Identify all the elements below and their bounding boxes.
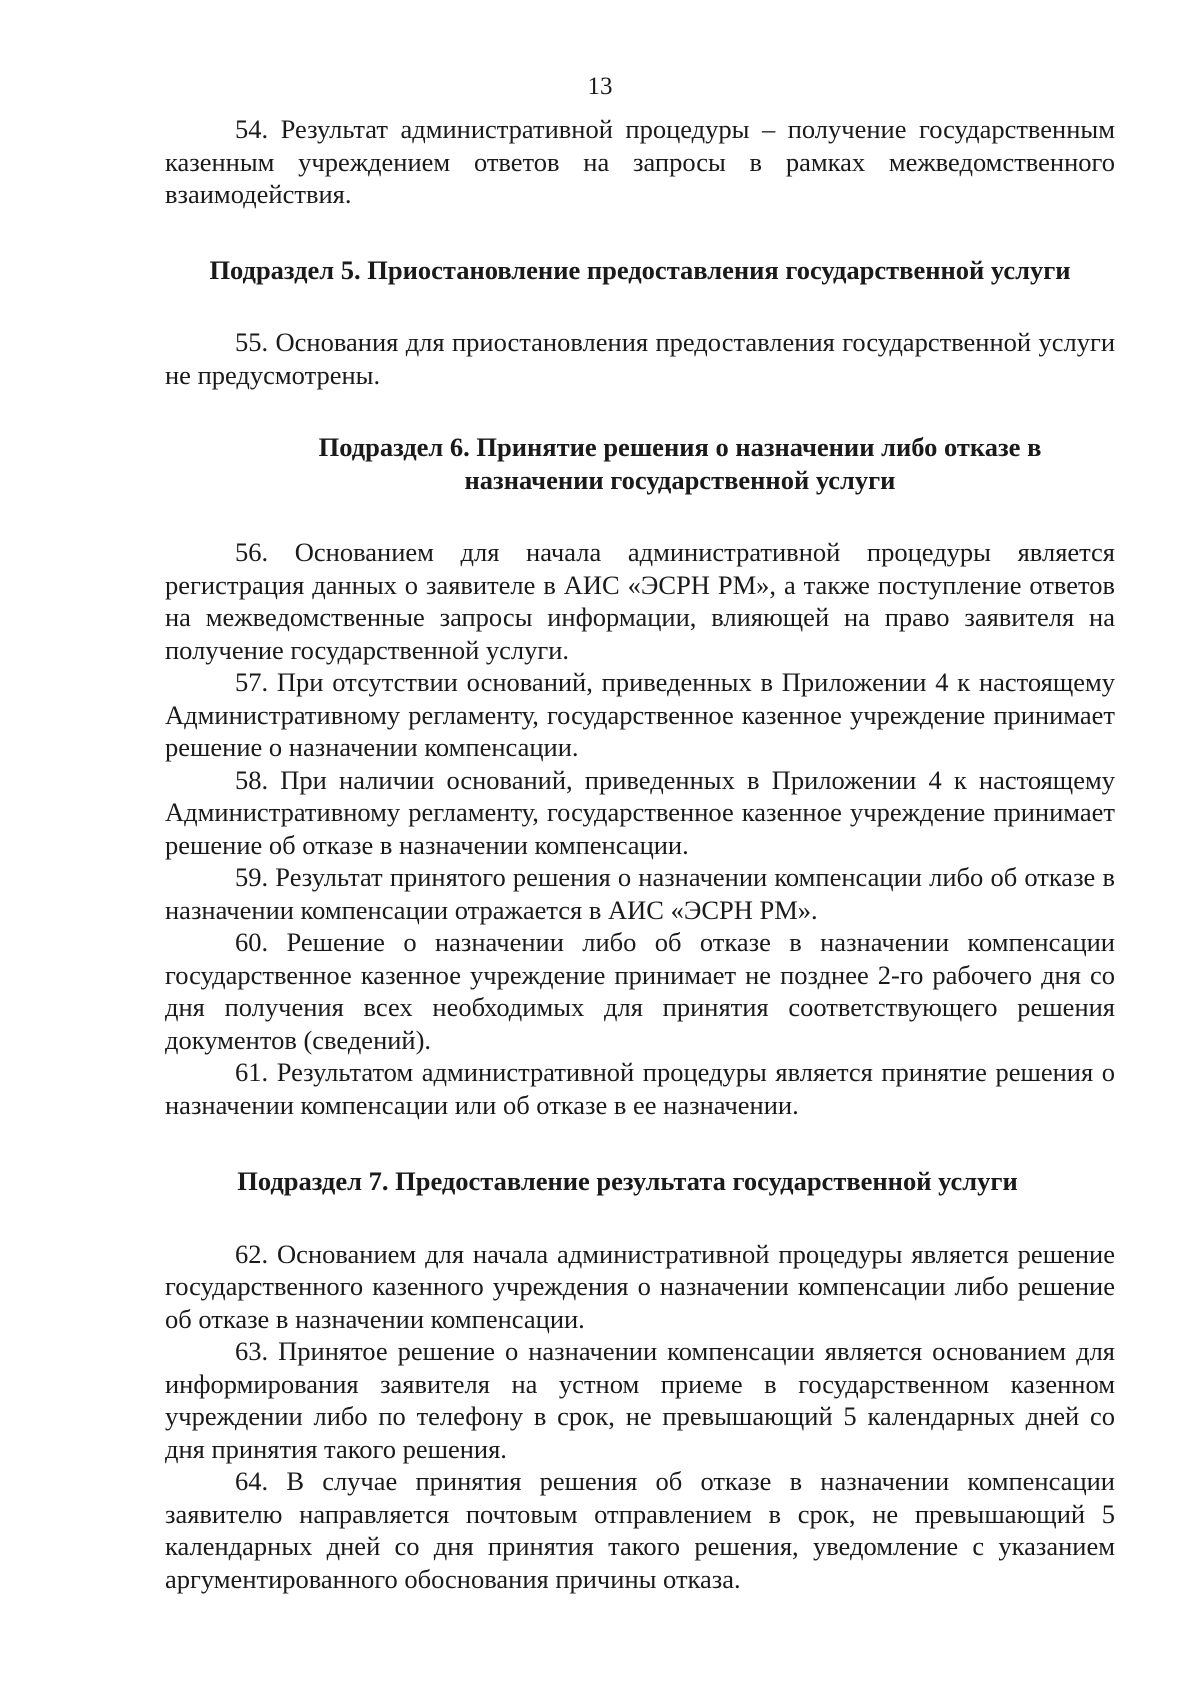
paragraph-54: 54. Результат административной процедуры – получение государственным казенным учреждением ответов на запросы в рамках межведомственного взаимодействия. (165, 114, 1115, 209)
paragraph-61: 61. Результатом административной процедуры является принятие решения о назначении компенсации или об отказе в ее назначении. (165, 1057, 1115, 1120)
subsection-7-heading: Подраздел 7. Предоставление результата государственной услуги (237, 1166, 1018, 1196)
paragraph-59: 59. Результат принятого решения о назначении компенсации либо об отказе в назначении компенсации отражается в АИС «ЭСРН РМ». (165, 862, 1115, 925)
paragraph-63: 63. Принятое решение о назначении компенсации является основанием для информирования заявителя на устном приеме в государственном казенном учреждении либо по телефону в срок, не превышающий 5 календарных дней со дня принятия такого решения. (165, 1336, 1115, 1464)
paragraph-57: 57. При отсутствии оснований, приведенных в Приложении 4 к настоящему Административному регламенту, государственное казенное учреждение принимает решение о назначении компенсации. (165, 667, 1115, 762)
paragraph-58: 58. При наличии оснований, приведенных в Приложении 4 к настоящему Административному регламенту, государственное казенное учреждение принимает решение об отказе в назначении компенсации. (165, 764, 1115, 860)
paragraph-62: 62. Основанием для начала административной процедуры является решение государственного казенного учреждения о назначении компенсации либо решение об отказе в назначении компенсации. (165, 1238, 1115, 1334)
subsection-5-heading: Подраздел 5. Приостановление предоставления государственной услуги (209, 254, 1071, 285)
subsection-6-heading: Подраздел 6. Принятие решения о назначении либо отказе в назначении государственной услуги (318, 432, 1042, 495)
paragraph-56: 56. Основанием для начала административной процедуры является регистрация данных о заявителе в АИС «ЭСРН РМ», а также поступление ответов на межведомственные запросы информации, влияющей на право заявителя на получение государственной услуги. (165, 537, 1115, 665)
paragraph-55: 55. Основания для приостановления предоставления государственной услуги не предусмотрены. (165, 327, 1115, 390)
page-number: 13 (587, 73, 613, 100)
paragraph-60: 60. Решение о назначении либо об отказе в назначении компенсации государственное казенное учреждение принимает не позднее 2-го рабочего дня со дня получения всех необходимых для принятия соответствующего решения документов (сведений). (165, 927, 1115, 1055)
paragraph-64: 64. В случае принятия решения об отказе в назначении компенсации заявителю направляется почтовым отправлением в срок, не превышающий 5 календарных дней со дня принятия такого решения, уведомление с указанием аргументированного обоснования причины отказа. (165, 1466, 1115, 1594)
document-body (165, 113, 1115, 1595)
